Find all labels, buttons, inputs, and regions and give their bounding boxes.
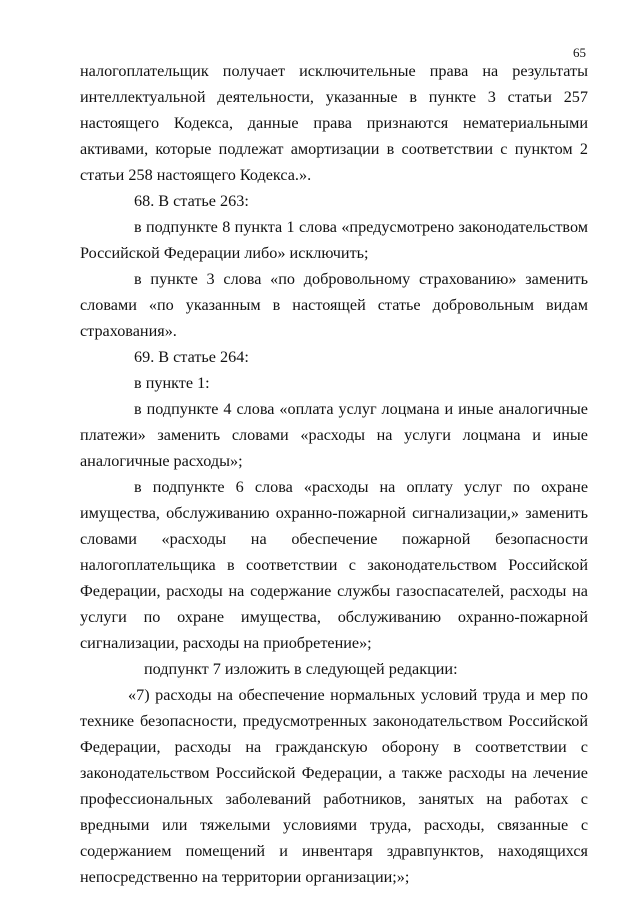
- paragraph-point-3: в пункте 3 слова «по добровольному страхованию» заменить словами «по указанным в настоящей статье добровольным видам страхования».: [80, 270, 588, 340]
- paragraph-article-263-heading: 68. В статье 263:: [134, 192, 249, 210]
- paragraph-article-264-heading: 69. В статье 264:: [134, 348, 249, 366]
- paragraph-subpoint-6: в подпункте 6 слова «расходы на оплату услуг по охране имущества, обслуживанию охранно-пожарной сигнализации,» заменить словами «расходы на обеспечение пожарной безопасности налогоплательщика в соответствии с законодательством Российской Федерации, расходы на содержание службы газоспасателей, расходы на услуги по охране имущества, обслуживанию охранно-пожарной сигнализации, расходы на приобретение»;: [80, 478, 588, 652]
- paragraph-subpoint-7-text: «7) расходы на обеспечение нормальных условий труда и мер по технике безопасности, предусмотренных законодательством Российской Федерации, расходы на гражданскую оборону в соответствии с законодательством Российской Федерации, а также расходы на лечение профессиональных заболеваний работников, занятых на работах с вредными или тяжелыми условиями труда, расходы, связанные с содержанием помещений и инвентаря здравпунктов, находящихся непосредственно на территории организации;»;: [80, 686, 588, 886]
- page-number: 65: [573, 45, 586, 60]
- paragraph-continuation: налогоплательщик получает исключительные права на результаты интеллектуальной деятельности, указанные в пункте 3 статьи 257 настоящего Кодекса, данные права признаются нематериальными активами, которые подлежат амортизации в соответствии с пунктом 2 статьи 258 настоящего Кодекса.».: [80, 62, 588, 184]
- paragraph-point-1: в пункте 1:: [134, 374, 210, 392]
- paragraph-subpoint-4: в подпункте 4 слова «оплата услуг лоцмана и иные аналогичные платежи» заменить словами «расходы на услуги лоцмана и иные аналогичные расходы»;: [80, 400, 588, 470]
- paragraph-subpoint-8: в подпункте 8 пункта 1 слова «предусмотрено законодательством Российской Федерации либо» исключить;: [80, 218, 588, 262]
- paragraph-subpoint-7-intro: подпункт 7 изложить в следующей редакции:: [144, 660, 458, 678]
- document-body: [80, 58, 588, 890]
